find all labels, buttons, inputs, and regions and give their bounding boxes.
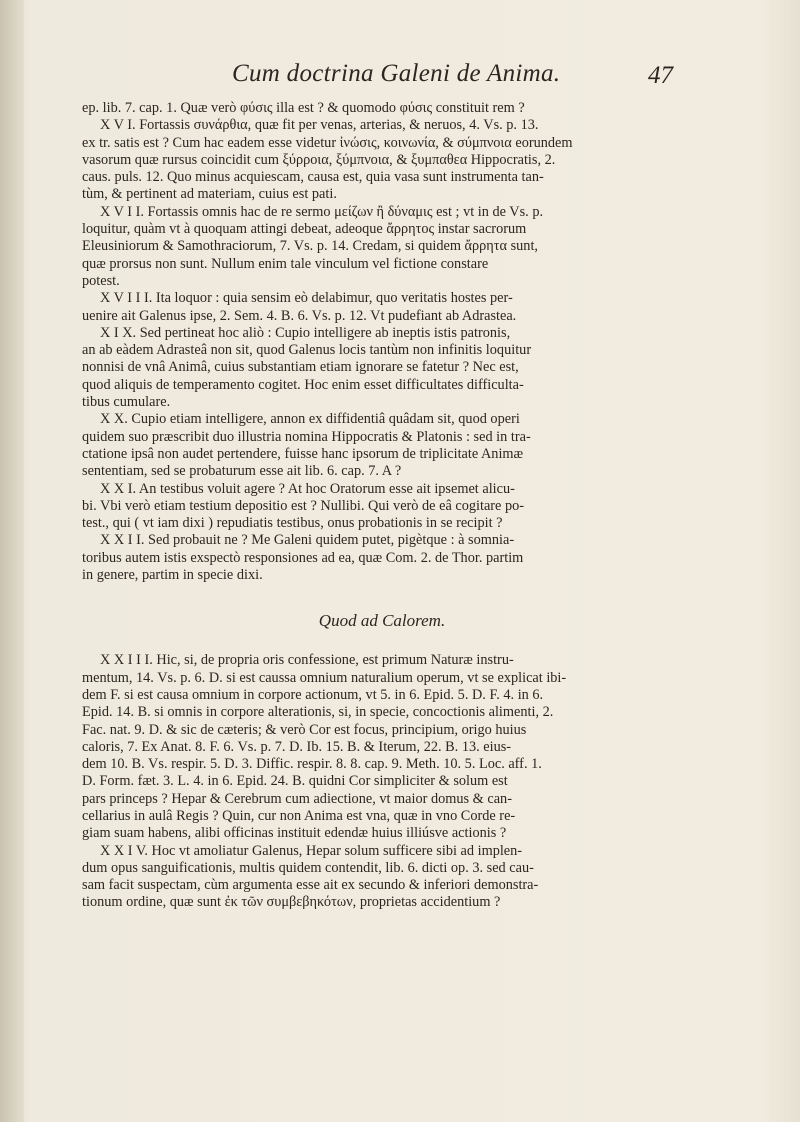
paragraph-xvii xyxy=(82,204,682,290)
text-line: dem F. si est causa omnium in corpore actionum, vt 5. in 6. Epid. 5. D. F. 4. in 6. xyxy=(82,686,544,703)
page-number: 47 xyxy=(648,62,673,89)
text-line: potest. xyxy=(82,272,120,289)
text-line: X V I I. Fortassis omnis hac de re sermo μείζων ἢ δύναμις est ; vt in de Vs. p. xyxy=(100,203,544,220)
text-line: loquitur, quàm vt à quoquam attingi debeat, adeoque ἄρρητος instar sacrorum xyxy=(82,221,527,238)
page-header xyxy=(0,60,800,100)
text-line: test., qui ( vt iam dixi ) repudiatis testibus, onus probationis in se recipit ? xyxy=(82,515,503,532)
main-text xyxy=(82,100,682,912)
text-line: tibus cumulare. xyxy=(82,394,171,411)
text-line: giam suam habens, alibi officinas instituit edendæ huius illiúsve actionis ? xyxy=(82,825,507,842)
text-line: toribus autem istis exspectò responsiones ad ea, quæ Com. 2. de Thor. partim xyxy=(82,549,524,566)
paragraph-xxii xyxy=(82,532,682,584)
text-line: X X I I. Sed probauit ne ? Me Galeni quidem putet, pigètque : à somnia- xyxy=(100,532,515,549)
text-line: in genere, partim in specie dixi. xyxy=(82,567,263,584)
text-line: Epid. 14. B. si omnis in corpore alterationis, si, in specie, concoctionis alimenti, 2. xyxy=(82,704,554,721)
paragraph-xviii xyxy=(82,290,682,325)
text-line: tionum ordine, quæ sunt ἐκ τῶν συμβεβηκότων, proprietas accidentium ? xyxy=(82,894,501,911)
text-line: X X. Cupio etiam intelligere, annon ex diffidentiâ quâdam sit, quod operi xyxy=(100,411,520,428)
text-line: Fac. nat. 9. D. & sic de cæteris; & verò Cor est focus, principium, origo huius xyxy=(82,721,527,738)
text-line: ex tr. satis est ? Cum hac eadem esse videtur ἰνώσις, κοινωνία, & σύμπνοια eorundem xyxy=(82,134,573,151)
paragraph-xvi xyxy=(82,117,682,203)
text-line: quæ prorsus non sunt. Nullum enim tale vinculum vel fictione constare xyxy=(82,255,489,272)
text-line: ctatione ipsâ non audet pertendere, fuisse hanc ipsorum de triplicitate Animæ xyxy=(82,445,524,462)
text-line: vasorum quæ rursus coincidit cum ξύρροια, ξύμπνοια, & ξυμπαθεα Hippocratis, 2. xyxy=(82,151,556,168)
text-line: nonnisi de vnâ Animâ, cuius substantiam etiam ignorare se fatetur ? Nec est, xyxy=(82,359,519,376)
text-line: mentum, 14. Vs. p. 6. D. si est caussa omnium naturalium operum, vt se explicat ibi- xyxy=(82,669,567,686)
text-line: bi. Vbi verò etiam testium depositio est ? Nullibi. Qui verò de eâ cogitare po- xyxy=(82,497,525,514)
text-line: sam facit suspectam, cùm argumenta esse ait ex secundo & inferiori demonstra- xyxy=(82,877,539,894)
text-line: X V I I I. Ita loquor : quia sensim eò delabimur, quo veritatis hostes per- xyxy=(100,290,513,307)
text-line: Eleusiniorum & Samothraciorum, 7. Vs. p. 14. Credam, si quidem ἄρρητα sunt, xyxy=(82,238,538,255)
text-line: caloris, 7. Ex Anat. 8. F. 6. Vs. p. 7. D. Ib. 15. B. & Iterum, 22. B. 13. eius- xyxy=(82,738,512,755)
text-line: X X I V. Hoc vt amoliatur Galenus, Hepar solum sufficere sibi ad implen- xyxy=(100,842,523,859)
text-line: X X I. An testibus voluit agere ? At hoc Oratorum esse ait ipsemet alicu- xyxy=(100,480,515,497)
text-line: quidem suo præscribit duo illustria nomina Hippocratis & Platonis : sed in tra- xyxy=(82,428,531,445)
paragraph-xx xyxy=(82,411,682,480)
text-line: X X I I I. Hic, si, de propria oris confessione, est primum Naturæ instru- xyxy=(100,652,514,669)
text-line: X V I. Fortassis συνάρθια, quæ fit per venas, arterias, & neruos, 4. Vs. p. 13. xyxy=(100,117,539,134)
running-title: Cum doctrina Galeni de Anima. xyxy=(232,60,561,87)
paragraph-xxi xyxy=(82,481,682,533)
paragraph-xxiv xyxy=(82,843,682,912)
page-gutter xyxy=(0,0,24,1122)
text-line: D. Form. fæt. 3. L. 4. in 6. Epid. 24. B. quidni Cor simpliciter & solum est xyxy=(82,773,508,790)
text-line: uenire ait Galenus ipse, 2. Sem. 4. B. 6. Vs. p. 12. Vt pudefiant ab Adrastea. xyxy=(82,307,517,324)
paragraph-xix xyxy=(82,325,682,411)
text-line: quod aliquis de temperamento cogitet. Hoc enim esset difficultates difficulta- xyxy=(82,376,524,393)
text-line: caus. puls. 12. Quo minus acquiescam, causa est, quia vasa sunt instrumenta tan- xyxy=(82,169,544,186)
text-line: ep. lib. 7. cap. 1. Quæ verò φύσις illa est ? & quomodo φύσις constituit rem ? xyxy=(82,100,525,116)
text-line: cellarius in aulâ Regis ? Quin, cur non Anima est vna, quæ in vno Corde re- xyxy=(82,807,516,824)
text-line: sententiam, sed se probaturum esse ait lib. 6. cap. 7. A ? xyxy=(82,463,402,480)
paragraph xyxy=(82,100,682,117)
text-line: tùm, & pertinent ad materiam, cuius est pati. xyxy=(82,186,337,203)
text-line: pars princeps ? Hepar & Cerebrum cum adiectione, vt maior domus & can- xyxy=(82,790,512,807)
text-line: dum opus sanguificationis, multis quidem contendit, lib. 6. dicti op. 3. sed cau- xyxy=(82,859,534,876)
text-line: dem 10. B. Vs. respir. 5. D. 3. Diffic. respir. 8. 8. cap. 9. Meth. 10. 5. Loc. aff. 1. xyxy=(82,756,542,773)
text-line: an ab eàdem Adrasteâ non sit, quod Galenus locis tantùm non infinitis loquitur xyxy=(82,342,532,359)
paragraph-xxiii xyxy=(82,652,682,842)
section-heading: Quod ad Calorem. xyxy=(318,611,446,631)
text-line: X I X. Sed pertineat hoc aliò : Cupio intelligere ab ineptis istis patronis, xyxy=(100,324,511,341)
